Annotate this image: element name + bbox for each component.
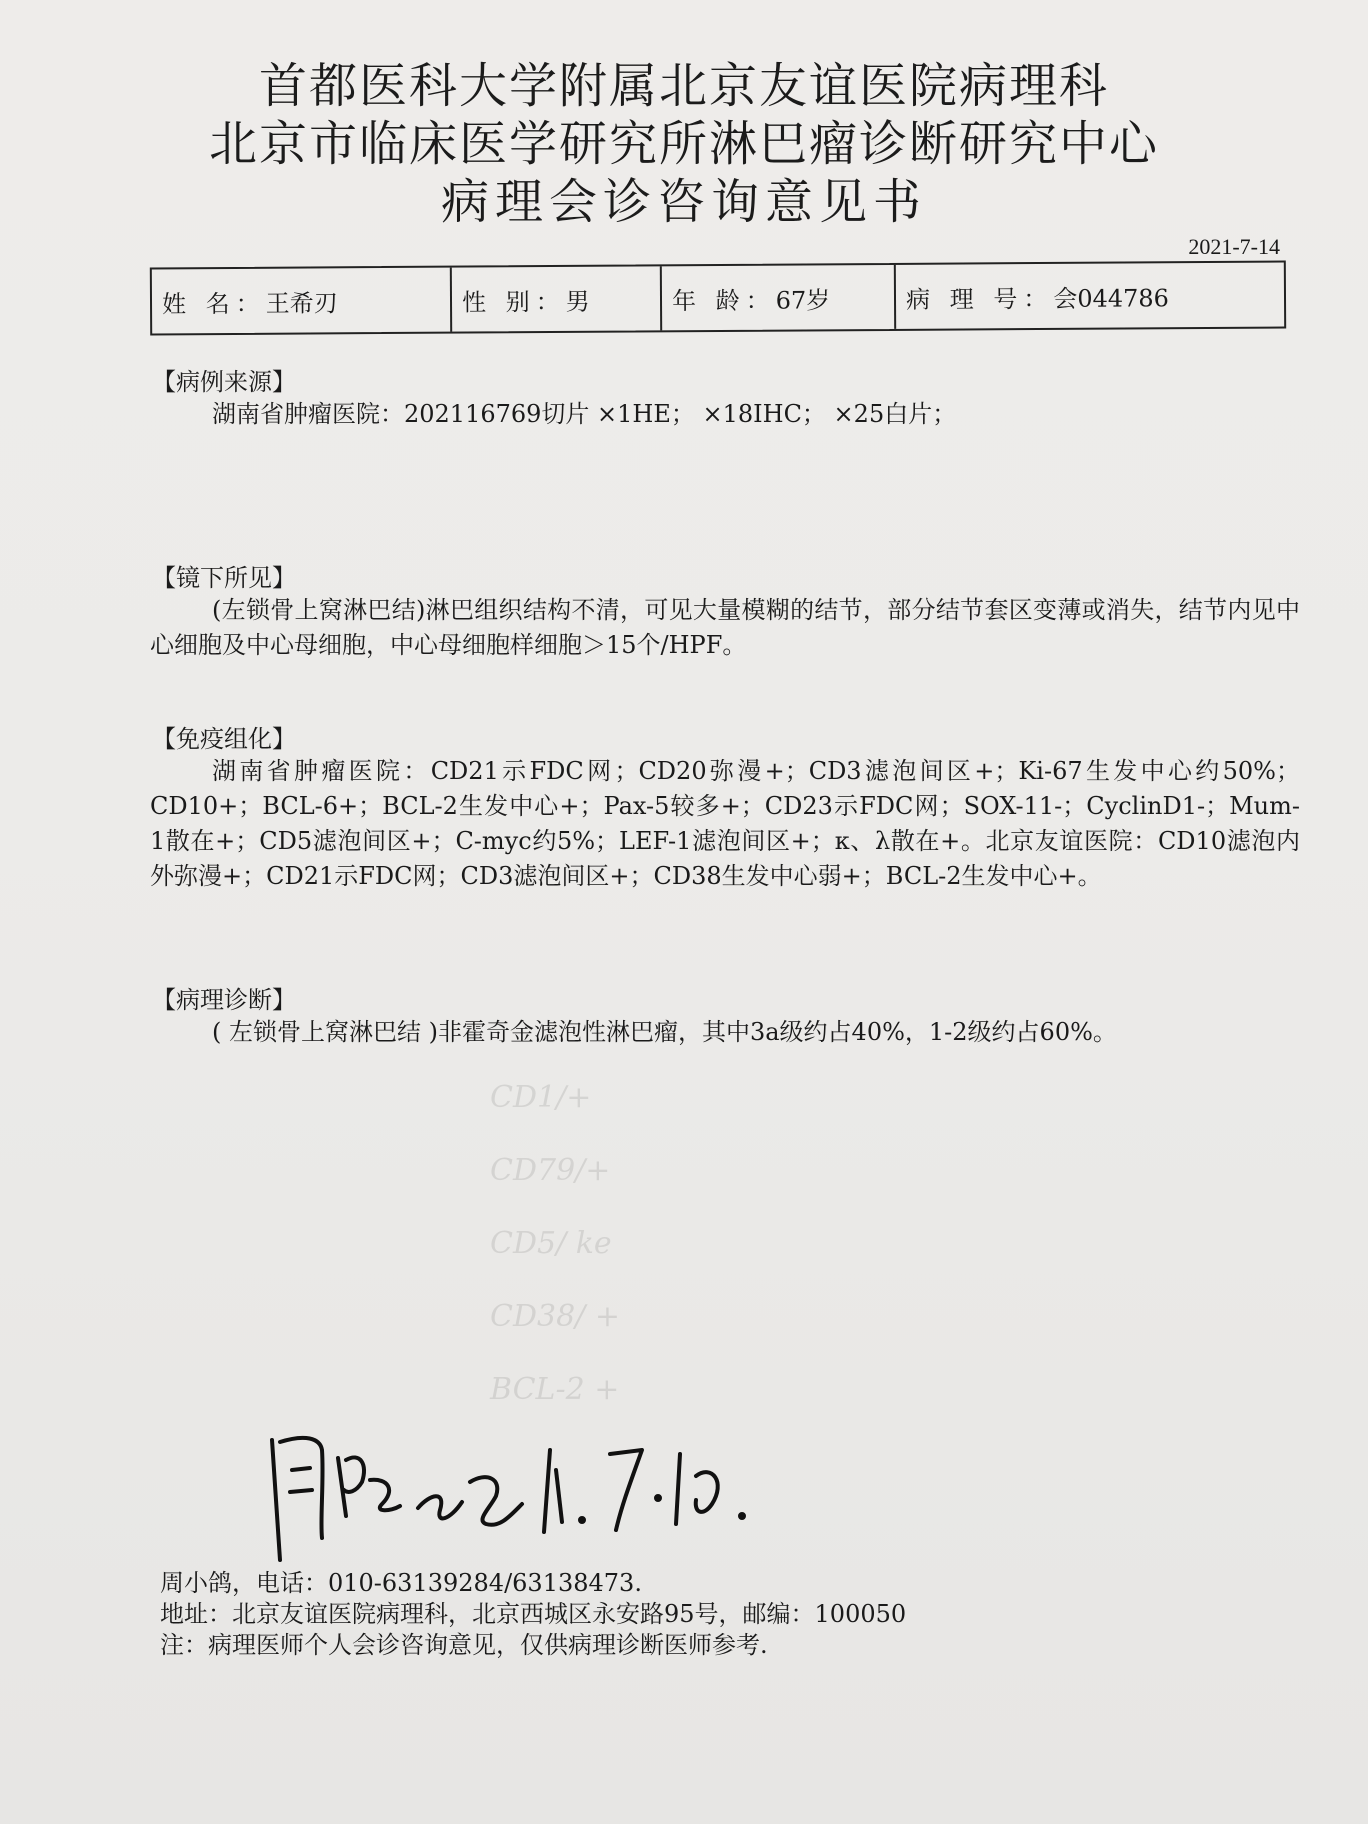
section-diagnosis xyxy=(150,985,1300,1050)
handwritten-signature xyxy=(250,1420,850,1570)
report-date: 2021-7-14 xyxy=(1188,234,1280,259)
research-center-title: 北京市临床医学研究所淋巴瘤诊断研究中心 xyxy=(208,116,1159,172)
section-microscopy-body: (左锁骨上窝淋巴结)淋巴组织结构不清，可见大量模糊的结节，部分结节套区变薄或消失，结节内见中心细胞及中心母细胞，中心母细胞样细胞＞15个/HPF。 xyxy=(150,596,1300,659)
section-microscopy-title: 【镜下所见】 xyxy=(152,564,296,592)
section-diagnosis-title: 【病理诊断】 xyxy=(152,986,296,1014)
patient-sex-value: 男 xyxy=(565,287,590,316)
section-ihc-title: 【免疫组化】 xyxy=(152,725,296,753)
patient-name-label: 姓 名： xyxy=(161,289,266,318)
document-title: 病理会诊咨询意见书 xyxy=(440,174,927,230)
pathology-number-label: 病 理 号： xyxy=(905,284,1054,314)
section-diagnosis-body: ( 左锁骨上窝淋巴结 )非霍奇金滤泡性淋巴瘤，其中3a级约占40%，1-2级约占60%。 xyxy=(212,1018,1117,1046)
hospital-department-title: 首都医科大学附属北京友谊医院病理科 xyxy=(258,58,1109,114)
bleed-through-text xyxy=(490,1080,830,1420)
note-line: 注：病理医师个人会诊咨询意见，仅供病理诊断医师参考. xyxy=(160,1631,768,1659)
ghost-line: BCL-2 + xyxy=(490,1372,620,1407)
contact-line: 周小鸽，电话：010-63139284/63138473. xyxy=(160,1569,642,1597)
section-source-body: 湖南省肿瘤医院：202116769切片 ×1HE； ×18IHC； ×25白片； xyxy=(212,400,957,428)
section-microscopy xyxy=(150,563,1300,663)
report-footer xyxy=(160,1568,906,1661)
patient-age-value: 67岁 xyxy=(775,285,831,315)
patient-info-table xyxy=(150,261,1286,336)
patient-sex-label: 性 别： xyxy=(461,287,566,317)
section-ihc-body: 湖南省肿瘤医院：CD21示FDC网；CD20弥漫+；CD3滤泡间区+；Ki-67生发中心约50%；CD10+；BCL-6+；BCL-2生发中心+；Pax-5较多+；CD23示FDC网；SOX-11-；CyclinD1-；Mum-1散在+；CD5滤泡间区+；C-myc约5%；LEF-1滤泡间区+；κ、λ散在+。北京友谊医院：CD10滤泡内外弥漫+；CD21示FDC网；CD3滤泡间区+；CD38生发中心弱+；BCL-2生发中心+。 xyxy=(150,757,1300,890)
patient-name-cell xyxy=(152,268,452,334)
patient-name-value: 王希刃 xyxy=(265,288,338,318)
report-header xyxy=(0,58,1368,230)
pathology-number-cell xyxy=(896,263,1284,329)
ghost-line: CD79/+ xyxy=(490,1153,611,1188)
patient-age-cell xyxy=(662,265,896,330)
section-ihc xyxy=(150,724,1300,894)
section-source-title: 【病例来源】 xyxy=(152,368,296,396)
ghost-line: CD1/+ xyxy=(490,1080,592,1115)
pathology-number-value: 会044786 xyxy=(1053,283,1169,313)
ghost-line: CD5/ ke xyxy=(490,1226,612,1261)
patient-sex-cell xyxy=(452,266,662,331)
patient-age-label: 年 龄： xyxy=(671,286,776,315)
address-line: 地址：北京友谊医院病理科，北京西城区永安路95号，邮编：100050 xyxy=(160,1600,907,1628)
section-source xyxy=(150,367,1300,432)
ghost-line: CD38/ + xyxy=(490,1299,620,1334)
